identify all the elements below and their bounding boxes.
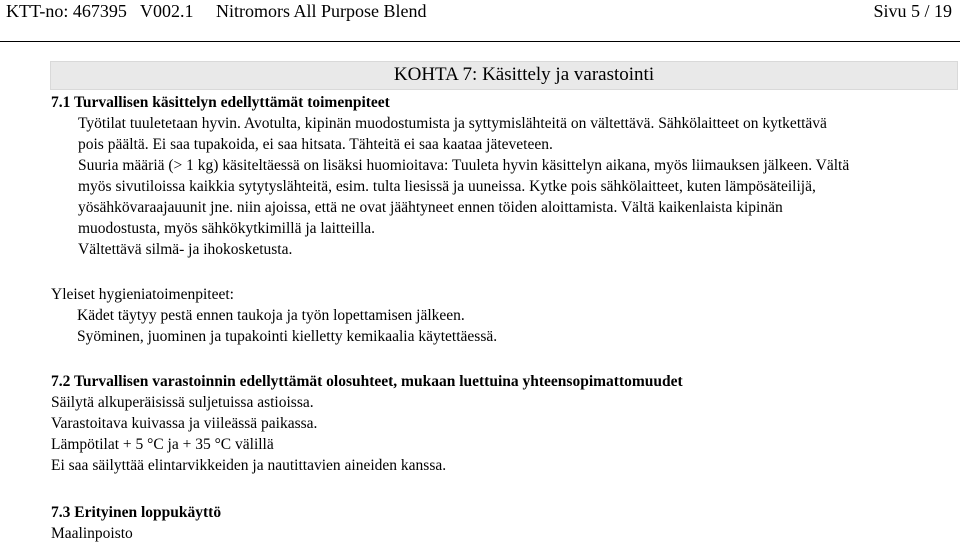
subsection-heading-7-1: 7.1 Turvallisen käsittelyn edellyttämät toimenpiteet <box>51 94 390 111</box>
paragraph-line: Ei saa säilyttää elintarvikkeiden ja nautittavien aineiden kanssa. <box>51 457 447 474</box>
paragraph-line: Suuria määriä (> 1 kg) käsiteltäessä on lisäksi huomioitava: Tuuleta hyvin käsittelyn aikana, myös liimauksen jälkeen. Vältä <box>78 157 850 174</box>
paragraph-line: Syöminen, juominen ja tupakointi kielletty kemikaalia käytettäessä. <box>77 328 498 345</box>
paragraph-line: Säilytä alkuperäisissä suljetuissa astioissa. <box>51 394 314 411</box>
section-title: KOHTA 7: Käsittely ja varastointi <box>393 64 655 85</box>
paragraph-line: muodostusta, myös sähkökytkimillä ja laitteilla. <box>78 220 376 237</box>
paragraph-line: Kädet täytyy pestä ennen taukoja ja työn lopettamisen jälkeen. <box>77 307 465 324</box>
paragraph-line: Varastoitava kuivassa ja viileässä paikassa. <box>51 415 318 432</box>
paragraph-line: Vältettävä silmä- ja ihokosketusta. <box>78 241 293 258</box>
paragraph-line: Työtilat tuuletetaan hyvin. Avotulta, kipinän muodostumista ja syttymislähteitä on vältettävä. Sähkölaitteet on kytkettävä <box>78 115 827 132</box>
page-number: Sivu 5 / 19 <box>873 1 952 21</box>
paragraph-line: Maalinpoisto <box>51 525 133 542</box>
paragraph-line: myös sivutiloissa kaikkia sytytyslähteitä, esim. tulta liesissä ja uuneissa. Kytke pois sähkölaitteet, kuten lämpösäteilijä, <box>78 178 816 195</box>
document-id-title: KTT-no: 467395 V002.1 Nitromors All Purpose Blend <box>6 1 427 21</box>
hygiene-heading: Yleiset hygieniatoimenpiteet: <box>51 286 234 303</box>
section-title-box <box>50 61 958 90</box>
page-header <box>0 0 960 30</box>
paragraph-line: Lämpötilat + 5 °C ja + 35 °C välillä <box>51 436 274 453</box>
paragraph-line: pois päältä. Ei saa tupakoida, ei saa hitsata. Tähteitä ei saa kaataa jäteveteen. <box>78 136 553 153</box>
subsection-heading-7-2: 7.2 Turvallisen varastoinnin edellyttämät olosuhteet, mukaan luettuina yhteensopimattomuudet <box>51 373 683 390</box>
paragraph-line: yösähkövaraajauunit jne. niin ajoissa, että ne ovat jäähtyneet ennen töiden aloittamista. Vältä kaikenlaista kipinän <box>78 199 783 216</box>
subsection-heading-7-3: 7.3 Erityinen loppukäyttö <box>51 504 222 521</box>
header-divider <box>0 41 960 42</box>
